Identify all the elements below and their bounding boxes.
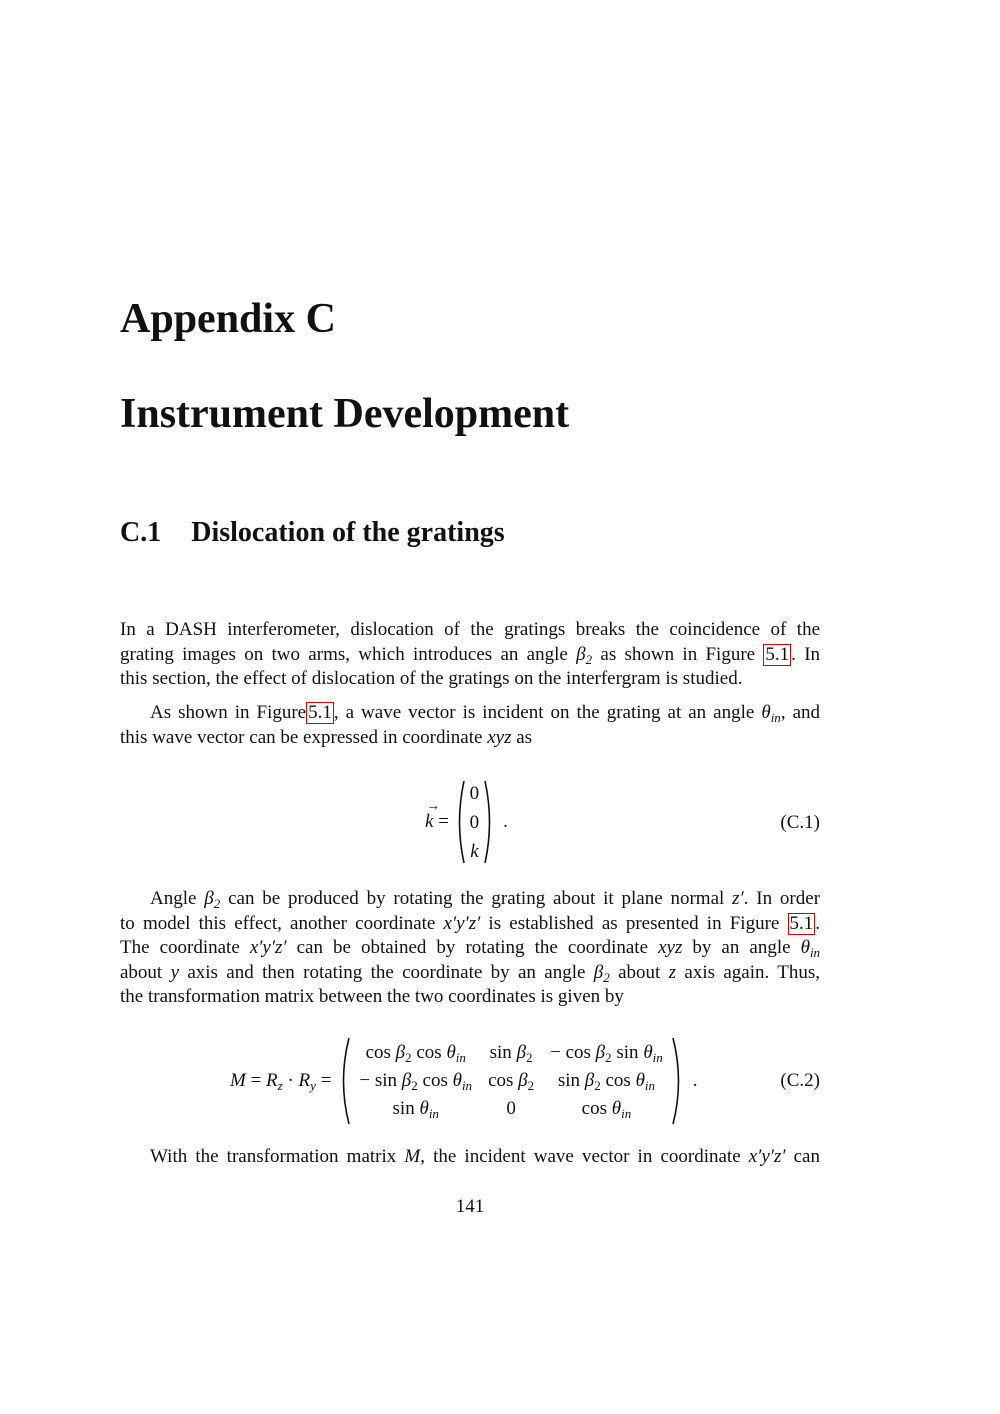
matrix-cell: $\cos \beta_2$ $\cos \theta_{in}$ bbox=[365, 1042, 466, 1065]
math-var: xyz bbox=[487, 726, 512, 748]
equation-period: . bbox=[692, 1070, 698, 1091]
matrix-entries bbox=[351, 1039, 670, 1123]
math-beta2: $\beta_2$ bbox=[593, 961, 610, 985]
math-var: xyz bbox=[658, 937, 683, 958]
transformation-matrix bbox=[337, 1036, 684, 1126]
math-theta-in: $\theta_{in}$ bbox=[761, 702, 781, 725]
section-number: C.1 bbox=[120, 517, 162, 548]
left-paren bbox=[337, 1036, 351, 1126]
math-var: y bbox=[170, 961, 179, 983]
paragraph-2 bbox=[120, 701, 820, 750]
text: this wave vector can be expressed in coordinate bbox=[120, 726, 483, 748]
vector-arrow-icon: → bbox=[426, 799, 440, 814]
text: . In bbox=[791, 643, 821, 665]
text: , and bbox=[780, 702, 820, 723]
text-line bbox=[120, 643, 820, 668]
math-var: x′y′z′ bbox=[443, 912, 481, 934]
matrix-cell: $\sin \beta_2$ $\cos \theta_{in}$ bbox=[557, 1070, 656, 1093]
equation-lhs bbox=[425, 799, 440, 833]
text-line bbox=[120, 726, 820, 751]
matrix-cell: − $\sin \beta_2$ $\cos \theta_{in}$ bbox=[359, 1070, 473, 1093]
matrix-cell: − $\cos \beta_2$ $\sin \theta_{in}$ bbox=[550, 1042, 663, 1065]
right-paren bbox=[483, 779, 495, 865]
text: The coordinate bbox=[120, 937, 240, 958]
text: . In order bbox=[743, 888, 821, 909]
text-line bbox=[120, 912, 820, 937]
text: as bbox=[511, 726, 533, 748]
text: With the transformation matrix bbox=[150, 1146, 397, 1167]
matrix-row bbox=[351, 1095, 670, 1123]
text-line bbox=[120, 961, 820, 986]
page-number: 141 bbox=[455, 1196, 485, 1217]
matrix-cell: 0 bbox=[506, 1098, 516, 1119]
text-line bbox=[120, 701, 820, 726]
section-heading bbox=[120, 519, 505, 547]
figure-link-5-1[interactable]: 5.1 bbox=[308, 702, 332, 723]
vector-entries bbox=[466, 779, 484, 866]
matrix-cell: $\cos \beta_2$ bbox=[488, 1070, 535, 1093]
equation-number: (C.2) bbox=[780, 1070, 820, 1091]
math-beta2: $\beta_2$ bbox=[576, 643, 593, 667]
paragraph-1 bbox=[120, 618, 820, 692]
text: about bbox=[618, 961, 661, 983]
math-var: k bbox=[425, 811, 434, 832]
matrix-cell: $\sin \theta_{in}$ bbox=[392, 1098, 439, 1121]
vector-entry: 0 bbox=[469, 811, 480, 833]
equation-c2 bbox=[230, 1036, 698, 1126]
math-var: x′y′z′ bbox=[748, 1146, 786, 1167]
text: by an angle bbox=[692, 937, 791, 958]
equation-period: . bbox=[503, 811, 508, 832]
matrix-row bbox=[351, 1039, 670, 1067]
chapter-label: Appendix C bbox=[120, 296, 336, 342]
text-line bbox=[120, 1145, 820, 1170]
text: axis and then rotating the coordinate by an angle bbox=[187, 961, 586, 983]
matrix-row bbox=[351, 1067, 670, 1095]
text: . bbox=[815, 912, 821, 934]
text: Angle bbox=[150, 888, 197, 909]
math-var: M bbox=[404, 1146, 421, 1167]
text: , the incident wave vector in coordinate bbox=[420, 1146, 741, 1167]
section-title: Dislocation of the gratings bbox=[191, 517, 505, 548]
math-beta2: $\beta_2$ bbox=[204, 888, 221, 911]
text: as shown in Figure bbox=[600, 643, 756, 665]
vector-entry: 0 bbox=[469, 782, 480, 804]
text-line: this section, the effect of dislocation of the gratings on the interfergram is studied. bbox=[120, 668, 743, 689]
figure-link-5-1[interactable]: 5.1 bbox=[765, 643, 790, 665]
figure-link-5-1[interactable]: 5.1 bbox=[789, 912, 814, 934]
matrix-cell: $\cos \theta_{in}$ bbox=[581, 1098, 632, 1121]
text-line: the transformation matrix between the two coordinates is given by bbox=[120, 986, 624, 1007]
text: about bbox=[120, 961, 163, 983]
text: grating images on two arms, which introduces an angle bbox=[120, 643, 568, 665]
left-paren bbox=[454, 779, 466, 865]
text: axis again. Thus, bbox=[684, 961, 820, 983]
text: As shown in Figure bbox=[150, 702, 307, 723]
equation-c1 bbox=[425, 779, 508, 865]
paragraph-3 bbox=[120, 887, 820, 1010]
math-var: z bbox=[668, 961, 677, 983]
paragraph-4 bbox=[120, 1145, 820, 1170]
chapter-title: Instrument Development bbox=[120, 391, 570, 437]
right-paren bbox=[671, 1036, 685, 1126]
math-theta-in: $\theta_{in}$ bbox=[800, 937, 821, 960]
math-var: x′y′z′ bbox=[249, 937, 287, 958]
text: can bbox=[793, 1146, 820, 1167]
equals-sign: = bbox=[433, 811, 454, 832]
text: can be produced by rotating the grating about it plane normal bbox=[228, 888, 725, 909]
math-var: z′ bbox=[732, 888, 744, 909]
vector-entry: k bbox=[470, 840, 479, 862]
text-line: In a DASH interferometer, dislocation of the gratings breaks the coincidence of the bbox=[120, 619, 820, 640]
equation-lhs: $M = R_z \cdot R_y$ = bbox=[230, 1070, 332, 1093]
matrix-cell: $\sin \beta_2$ bbox=[489, 1042, 533, 1065]
text: to model this effect, another coordinate bbox=[120, 912, 436, 934]
text-line bbox=[120, 887, 820, 912]
text: , a wave vector is incident on the grating at an angle bbox=[333, 702, 755, 723]
text-line bbox=[120, 936, 820, 961]
equation-number: (C.1) bbox=[780, 812, 820, 833]
column-vector bbox=[454, 779, 496, 866]
text: can be obtained by rotating the coordinate bbox=[296, 937, 649, 958]
text: is established as presented in Figure bbox=[488, 912, 780, 934]
